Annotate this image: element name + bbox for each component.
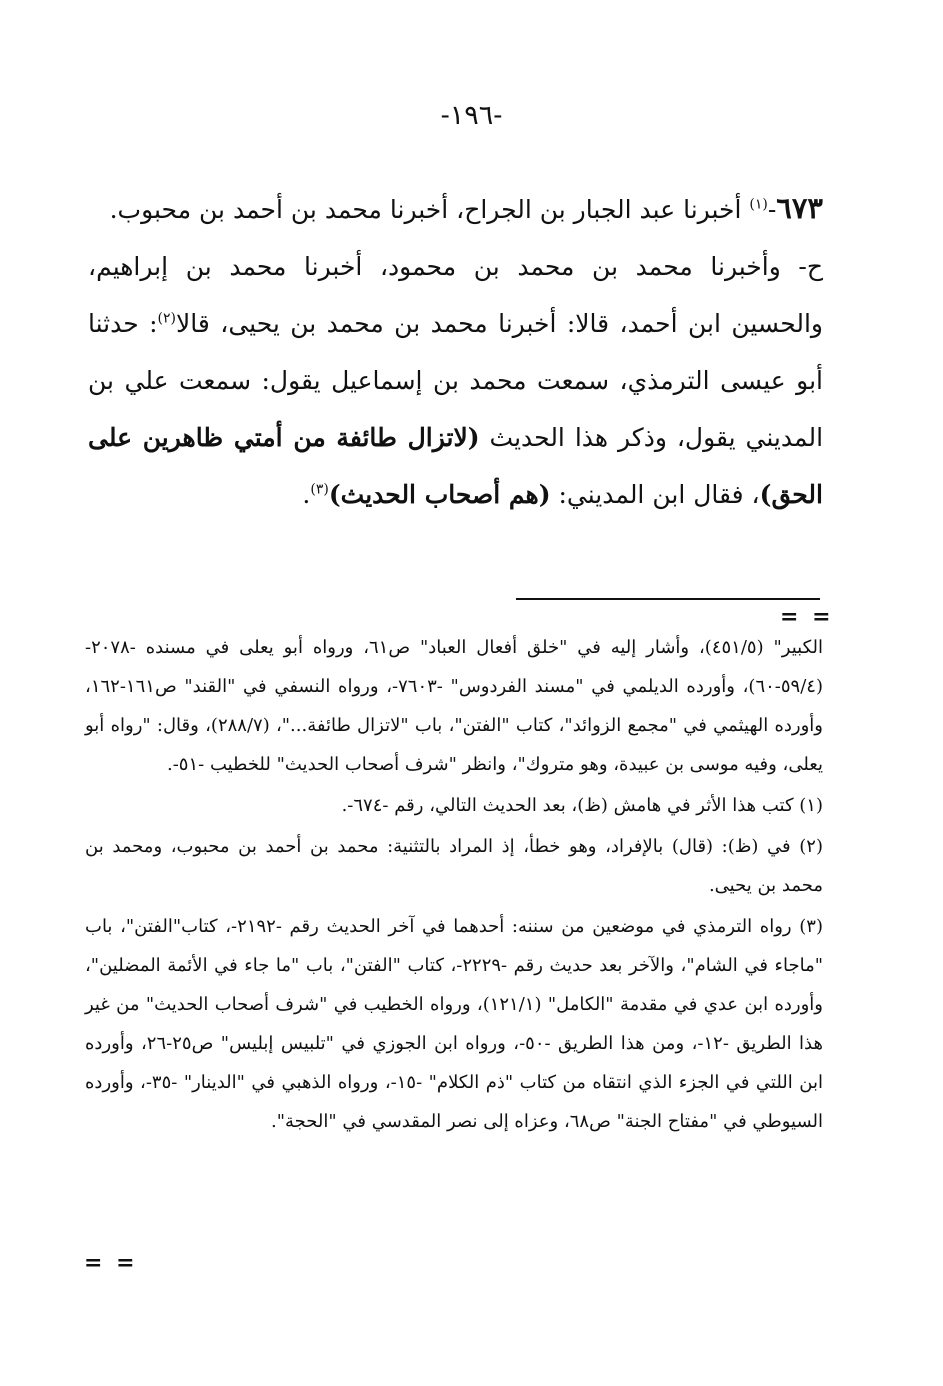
hadith-paragraph-1: [88, 180, 823, 238]
hadith-comment: (هم أصحاب الحديث): [328, 480, 551, 509]
footnote-1: (١) كتب هذا الأثر في هامش (ظ)، بعد الحديث التالي، رقم -٦٧٤-.: [341, 795, 823, 816]
chain-text-2d: .: [302, 480, 311, 509]
footnote-ref-2: (٢): [157, 310, 177, 327]
page-number: -١٩٦-: [440, 100, 503, 131]
footnote-continuation: الكبير" (٤٥١/٥)، وأشار إليه في "خلق أفعال العباد" ص٦١، ورواه أبو يعلى في مسنده -٢٠٧٨- (٥٩/٤-٦٠)، وأورده الديلمي في "مسند الفردوس" -٧٦٠٣-، ورواه النسفي في "القند" ص١٦١-١٦٢، وأورده الهيثمي في "مجمع الزوائد"، كتاب "الفتن"، باب "لاتزال طائفة..."، (٢٨٨/٧)، وقال: "رواه أبو يعلى، وفيه موسى بن عبيدة، وهو متروك"، وانظر "شرف أصحاب الحديث" للخطيب -٥١-.: [85, 637, 824, 775]
continuation-marker-bottom: = =: [84, 1250, 138, 1276]
chain-text-2b: : حدثنا أبو عيسى الترمذي، سمعت محمد بن إسماعيل يقول: سمعت علي بن المديني يقول، وذكر هذا الحديث: [88, 309, 824, 452]
footnote-ref-1: (١): [749, 196, 768, 213]
chain-text-2c: ، فقال ابن المديني:: [550, 480, 760, 509]
hadith-number: ٦٧٣: [776, 191, 823, 225]
hadith-matn: (لاتزال طائفة من أمتي ظاهرين على الحق): [88, 423, 823, 509]
chain-text-1: أخبرنا عبد الجبار بن الجراح، أخبرنا محمد بن أحمد بن محبوب.: [109, 195, 750, 224]
footnote-separator: [516, 598, 820, 600]
footnotes: [85, 628, 823, 1141]
footnote-ref-3: (٣): [310, 481, 329, 498]
hadith-dash: -: [767, 195, 777, 224]
main-text: [88, 180, 823, 523]
chain-text-2a: ح- وأخبرنا محمد بن محمد بن محمود، أخبرنا محمد بن إبراهيم، والحسين ابن أحمد، قالا: أخبرنا محمد بن محمد بن يحيى، قالا: [88, 252, 823, 338]
footnote-2: (٢) في (ظ): (قال) بالإفراد، وهو خطأ، إذ المراد بالتثنية: محمد بن أحمد بن محبوب، ومحمد بن محمد بن يحيى.: [85, 836, 823, 896]
footnote-3: (٣) رواه الترمذي في موضعين من سننه: أحدهما في آخر الحديث رقم -٢١٩٢-، كتاب"الفتن"، باب "ماجاء في الشام"، والآخر بعد حديث رقم -٢٢٢٩-، كتاب "الفتن"، باب "ما جاء في الأئمة المضلين"، وأورده ابن عدي في مقدمة "الكامل" (١٢١/١)، ورواه الخطيب في "شرف أصحاب الحديث" من غير هذا الطريق -١٢-، ومن هذا الطريق -٥٠-، ورواه ابن الجوزي في "تلبيس إبليس" ص٢٥-٢٦، وأورده ابن اللتي في الجزء الذي انتقاه من كتاب "ذم الكلام" -١٥-، ورواه الذهبي في "الدينار" -٣٥-، وأورده السيوطي في "مفتاح الجنة" ص٦٨، وعزاه إلى نصر المقدسي في "الحجة".: [85, 916, 823, 1132]
continuation-marker-top: = =: [780, 604, 834, 630]
hadith-paragraph-2: [88, 238, 823, 523]
